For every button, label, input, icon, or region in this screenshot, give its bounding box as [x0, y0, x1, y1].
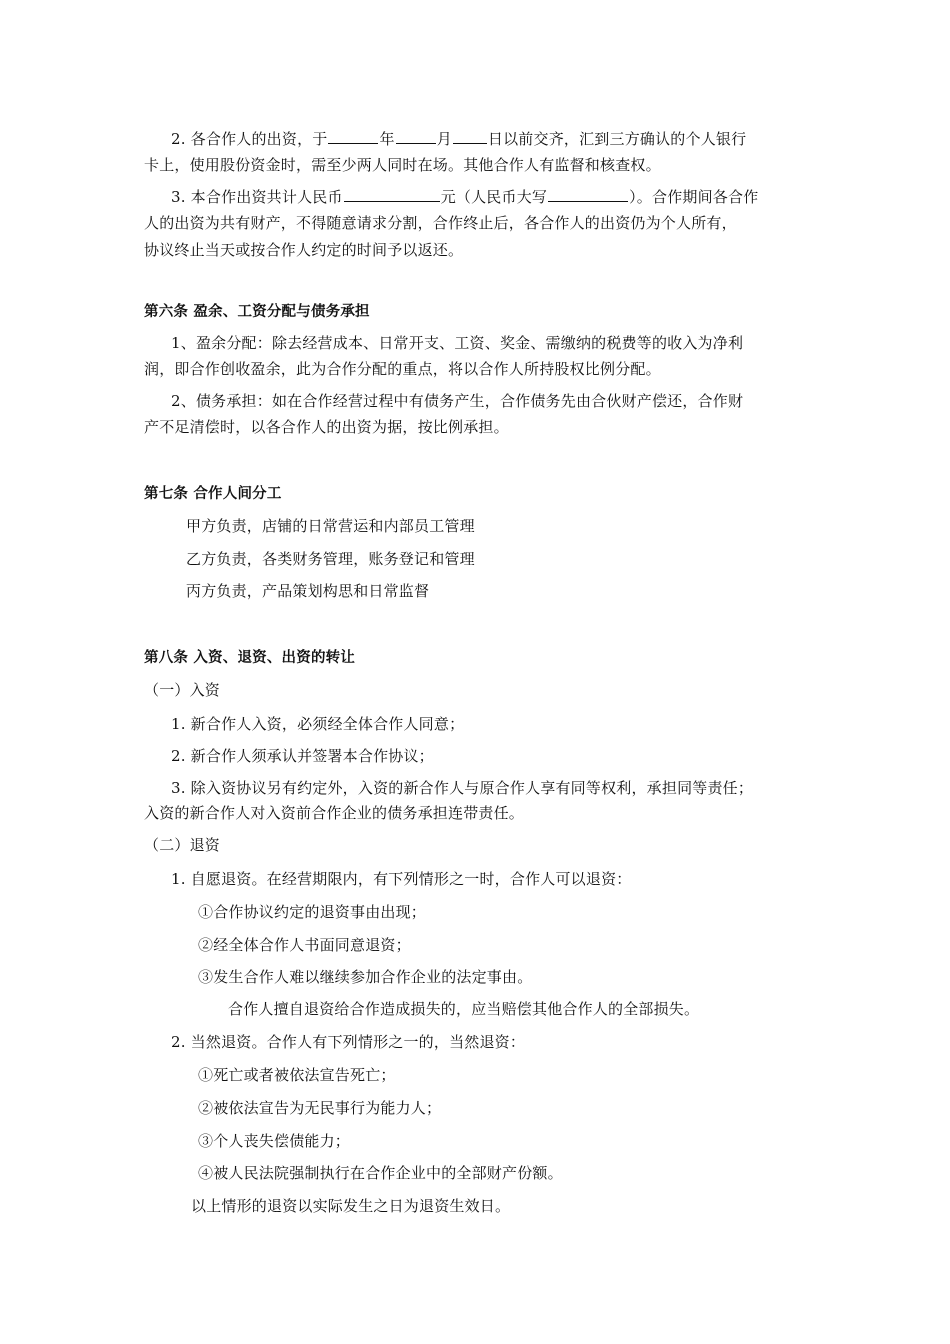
article-6-p2-line-2: 产不足清偿时，以各合作人的出资为据，按比例承担。	[144, 418, 509, 436]
clause-2-text-c: 月	[436, 130, 452, 148]
clause-2-line-1	[171, 128, 746, 149]
section-2-item-2-sub: ①死亡或者被依法宣告死亡；	[198, 1066, 396, 1084]
article-7-heading: 第七条 合作人间分工	[144, 486, 282, 502]
article-7-item: 丙方负责，产品策划构思和日常监督	[186, 582, 430, 600]
article-6-p2-line-1: 2、债务承担：如在合作经营过程中有债务产生，合作债务先由合伙财产偿还，合作财	[171, 392, 744, 410]
clause-2-text-b: 年	[379, 130, 395, 148]
clause-3-text-b: 元（人民币大写	[440, 188, 548, 206]
section-2-item-1-sub: ③发生合作人难以继续参加合作企业的法定事由。	[198, 968, 533, 986]
amount-blank	[344, 186, 440, 202]
clause-3-text-c: ）。合作期间各合作	[629, 188, 759, 206]
day-blank	[453, 128, 487, 144]
clause-3-line-1	[171, 186, 758, 207]
article-6-p1-line-1: 1、盈余分配：除去经营成本、日常开支、工资、奖金、需缴纳的税费等的收入为净利	[171, 334, 744, 352]
section-1-item-3-line-1: 3. 除入资协议另有约定外，入资的新合作人与原合作人享有同等权利，承担同等责任；	[171, 779, 754, 797]
section-2-item-2-sub: ③个人丧失偿债能力；	[198, 1132, 351, 1150]
month-blank	[396, 128, 436, 144]
section-2-closing-note: 以上情形的退资以实际发生之日为退资生效日。	[191, 1197, 511, 1215]
article-6-heading: 第六条 盈余、工资分配与债务承担	[144, 304, 370, 320]
article-7-item: 甲方负责，店铺的日常营运和内部员工管理	[186, 517, 475, 535]
clause-3-line-2: 人的出资为共有财产，不得随意请求分割，合作终止后，各合作人的出资仍为个人所有，	[144, 214, 737, 232]
section-1-item-2: 2. 新合作人须承认并签署本合作协议；	[171, 747, 434, 765]
section-2-item-2-sub: ②被依法宣告为无民事行为能力人；	[198, 1099, 442, 1117]
section-2-heading: （二）退资	[144, 836, 221, 854]
clause-2-text-a: 2. 各合作人的出资，于	[171, 130, 328, 148]
section-1-item-3-line-2: 入资的新合作人对入资前合作企业的债务承担连带责任。	[144, 804, 525, 822]
year-blank	[328, 128, 378, 144]
section-1-item-1: 1. 新合作人入资，必须经全体合作人同意；	[171, 715, 465, 733]
section-2-item-1-sub: ②经全体合作人书面同意退资；	[198, 936, 411, 954]
section-2-item-1: 1. 自愿退资。在经营期限内，有下列情形之一时，合作人可以退资：	[171, 870, 632, 888]
section-2-item-1-sub: ①合作协议约定的退资事由出现；	[198, 903, 427, 921]
clause-3-line-3: 协议终止当天或按合作人约定的时间予以返还。	[144, 241, 464, 259]
section-1-heading: （一）入资	[144, 681, 221, 699]
clause-2-text-d: 日以前交齐，汇到三方确认的个人银行	[487, 130, 747, 148]
amount-words-blank	[548, 186, 628, 202]
article-7-item: 乙方负责，各类财务管理，账务登记和管理	[186, 550, 475, 568]
clause-3-text-a: 3. 本合作出资共计人民币	[171, 188, 343, 206]
article-8-heading: 第八条 入资、退资、出资的转让	[144, 650, 356, 666]
section-2-item-1-note: 合作人擅自退资给合作造成损失的，应当赔偿其他合作人的全部损失。	[228, 1000, 700, 1018]
section-2-item-2: 2. 当然退资。合作人有下列情形之一的，当然退资：	[171, 1033, 526, 1051]
article-6-p1-line-2: 润，即合作创收盈余，此为合作分配的重点，将以合作人所持股权比例分配。	[144, 360, 661, 378]
clause-2-line-2: 卡上，使用股份资金时，需至少两人同时在场。其他合作人有监督和核查权。	[144, 156, 661, 174]
section-2-item-2-sub: ④被人民法院强制执行在合作企业中的全部财产份额。	[198, 1164, 563, 1182]
